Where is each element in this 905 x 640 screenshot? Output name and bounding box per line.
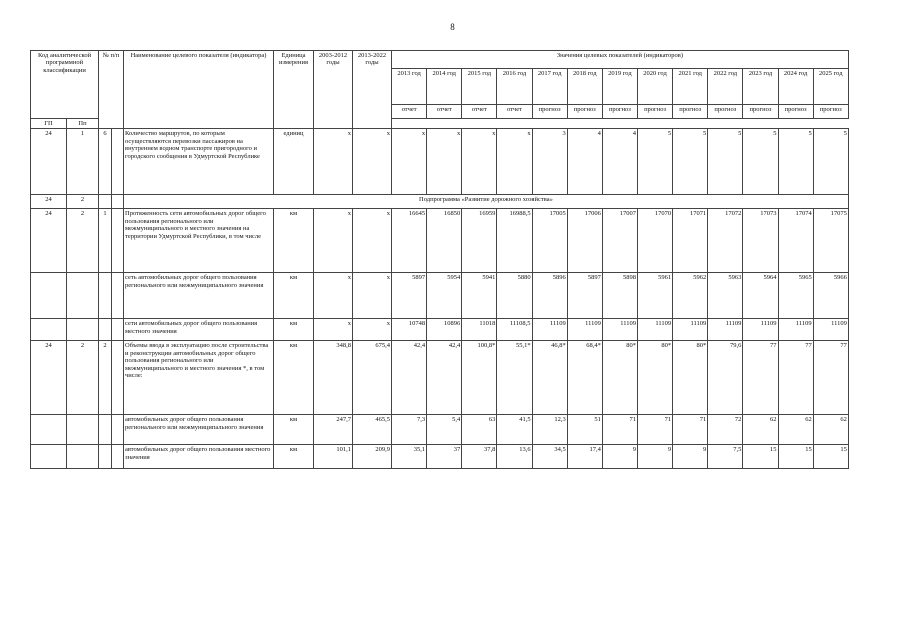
num2-cell xyxy=(112,415,124,445)
year-header: 2018 год xyxy=(567,69,602,105)
year-value: 71 xyxy=(637,415,672,445)
num2-cell xyxy=(112,319,124,341)
unit-header: Единица измерения xyxy=(274,51,314,129)
year-value: 5896 xyxy=(532,273,567,319)
year-value: 100,8* xyxy=(462,341,497,415)
year-type-header: прогноз xyxy=(708,105,743,119)
pp-header: Пп xyxy=(67,119,99,129)
indicator-name: Объемы ввода в эксплуатацию после строительства и реконструкции автомобильных дорог общего пользования регионального или межмуниципального и местного значения *, в том числе: xyxy=(124,341,274,415)
period2-value: х xyxy=(353,209,392,273)
year-value: 15 xyxy=(813,445,848,469)
num1-cell xyxy=(99,273,112,319)
year-value: 5 xyxy=(778,129,813,195)
year-value: 71 xyxy=(602,415,637,445)
year-header: 2013 год xyxy=(392,69,427,105)
unit-cell: км xyxy=(274,319,314,341)
pp-cell: 2 xyxy=(67,209,99,273)
year-value: 5880 xyxy=(497,273,532,319)
year-value: 5897 xyxy=(567,273,602,319)
year-value: 42,4 xyxy=(427,341,462,415)
unit-cell: км xyxy=(274,415,314,445)
year-value: 5961 xyxy=(637,273,672,319)
gp-header: ГП xyxy=(31,119,67,129)
year-value: 17072 xyxy=(708,209,743,273)
year-value: х xyxy=(427,129,462,195)
name-header: Наименование целевого показателя (индикатора) xyxy=(124,51,274,129)
year-value: х xyxy=(462,129,497,195)
values-group-header: Значения целевых показателей (индикаторов) xyxy=(392,51,849,69)
year-value: х xyxy=(392,129,427,195)
pp-cell: 2 xyxy=(67,195,99,209)
year-header: 2014 год xyxy=(427,69,462,105)
year-header: 2021 год xyxy=(673,69,708,105)
period2-value: х xyxy=(353,129,392,195)
pp-cell xyxy=(67,445,99,469)
num-header: № п/п xyxy=(99,51,124,129)
year-value: 80* xyxy=(637,341,672,415)
year-value: 11018 xyxy=(462,319,497,341)
year-value: 11109 xyxy=(813,319,848,341)
pp-cell: 1 xyxy=(67,129,99,195)
indicator-name: Протяженность сети автомобильных дорог общего пользования регионального или межмуниципального и местного значения на территории Удмуртской Республики, в том числе xyxy=(124,209,274,273)
year-value: 80* xyxy=(602,341,637,415)
year-value: 9 xyxy=(602,445,637,469)
period2-value: 209,9 xyxy=(353,445,392,469)
num2-cell xyxy=(112,445,124,469)
indicator-name: Количество маршрутов, по которым осуществляются перевозки пассажиров на внутреннем водном транспорте пригородного и городского сообщения в Удмуртской Республике xyxy=(124,129,274,195)
year-value: 5898 xyxy=(602,273,637,319)
year-header: 2016 год xyxy=(497,69,532,105)
num1-cell: 2 xyxy=(99,341,112,415)
year-value: 11108,5 xyxy=(497,319,532,341)
pp-cell: 2 xyxy=(67,341,99,415)
year-value: 5962 xyxy=(673,273,708,319)
year-value: 16850 xyxy=(427,209,462,273)
gp-cell: 24 xyxy=(31,195,67,209)
subprogram-row xyxy=(31,195,849,209)
year-header: 2023 год xyxy=(743,69,778,105)
year-value: 16988,5 xyxy=(497,209,532,273)
year-value: 77 xyxy=(813,341,848,415)
year-type-header: прогноз xyxy=(673,105,708,119)
pp-cell xyxy=(67,415,99,445)
year-value: 17,4 xyxy=(567,445,602,469)
year-value: 17074 xyxy=(778,209,813,273)
year-header: 2025 год xyxy=(813,69,848,105)
indicator-name: сеть автомобильных дорог общего пользования регионального или межмуниципального значения xyxy=(124,273,274,319)
indicator-table xyxy=(30,50,849,469)
year-value: 5,4 xyxy=(427,415,462,445)
num2-cell xyxy=(112,341,124,415)
unit-cell: единиц xyxy=(274,129,314,195)
year-value: 3 xyxy=(532,129,567,195)
year-value: 55,1* xyxy=(497,341,532,415)
year-header: 2020 год xyxy=(637,69,672,105)
year-type-header: прогноз xyxy=(813,105,848,119)
year-value: 5966 xyxy=(813,273,848,319)
gp-cell: 24 xyxy=(31,341,67,415)
year-value: 11109 xyxy=(673,319,708,341)
year-value: 5964 xyxy=(743,273,778,319)
unit-cell: км xyxy=(274,209,314,273)
year-value: 17070 xyxy=(637,209,672,273)
period1-value: 101,1 xyxy=(314,445,353,469)
num1-cell xyxy=(99,445,112,469)
indicator-name: сети автомобильных дорог общего пользования местного значения xyxy=(124,319,274,341)
num2-cell xyxy=(112,209,124,273)
indicator-name: автомобильных дорог общего пользования регионального или межмуниципального значения xyxy=(124,415,274,445)
year-value: 11109 xyxy=(778,319,813,341)
num2-cell xyxy=(112,195,124,209)
year-header: 2015 год xyxy=(462,69,497,105)
year-value: 5897 xyxy=(392,273,427,319)
year-value: 17071 xyxy=(673,209,708,273)
period1-header: 2003-2012 годы xyxy=(314,51,353,129)
num1-cell: 1 xyxy=(99,209,112,273)
table-row xyxy=(31,415,849,445)
year-value: 11109 xyxy=(567,319,602,341)
year-value: 41,5 xyxy=(497,415,532,445)
year-value: 34,5 xyxy=(532,445,567,469)
year-value: 5963 xyxy=(708,273,743,319)
year-value: 12,3 xyxy=(532,415,567,445)
year-value: 10896 xyxy=(427,319,462,341)
year-type-header: прогноз xyxy=(602,105,637,119)
year-value: 5 xyxy=(708,129,743,195)
period1-value: х xyxy=(314,209,353,273)
year-value: 11109 xyxy=(708,319,743,341)
year-type-header: отчет xyxy=(427,105,462,119)
year-value: 5954 xyxy=(427,273,462,319)
year-header: 2024 год xyxy=(778,69,813,105)
num1-cell: 6 xyxy=(99,129,112,195)
year-header: 2019 год xyxy=(602,69,637,105)
gp-cell xyxy=(31,415,67,445)
period1-value: 247,7 xyxy=(314,415,353,445)
year-value: 5941 xyxy=(462,273,497,319)
year-value: х xyxy=(497,129,532,195)
year-value: 17075 xyxy=(813,209,848,273)
year-value: 72 xyxy=(708,415,743,445)
year-value: 11109 xyxy=(602,319,637,341)
year-value: 7,3 xyxy=(392,415,427,445)
gp-cell xyxy=(31,273,67,319)
table-row xyxy=(31,209,849,273)
indicator-name: автомобильных дорог общего пользования местного значения xyxy=(124,445,274,469)
pp-cell xyxy=(67,273,99,319)
period1-value: х xyxy=(314,273,353,319)
period2-value: х xyxy=(353,319,392,341)
year-value: 77 xyxy=(778,341,813,415)
year-value: 5 xyxy=(743,129,778,195)
year-value: 17073 xyxy=(743,209,778,273)
period1-value: х xyxy=(314,129,353,195)
year-value: 4 xyxy=(567,129,602,195)
year-value: 15 xyxy=(778,445,813,469)
year-value: 9 xyxy=(637,445,672,469)
year-value: 9 xyxy=(673,445,708,469)
year-value: 16645 xyxy=(392,209,427,273)
year-type-header: отчет xyxy=(392,105,427,119)
year-type-header: прогноз xyxy=(637,105,672,119)
gp-cell: 24 xyxy=(31,129,67,195)
year-value: 17006 xyxy=(567,209,602,273)
year-value: 80* xyxy=(673,341,708,415)
year-value: 4 xyxy=(602,129,637,195)
year-type-header: прогноз xyxy=(532,105,567,119)
gp-cell xyxy=(31,319,67,341)
year-value: 63 xyxy=(462,415,497,445)
year-value: 11109 xyxy=(743,319,778,341)
year-value: 37 xyxy=(427,445,462,469)
year-value: 16959 xyxy=(462,209,497,273)
pp-cell xyxy=(67,319,99,341)
year-value: 77 xyxy=(743,341,778,415)
year-value: 13,6 xyxy=(497,445,532,469)
year-value: 71 xyxy=(673,415,708,445)
year-type-header: прогноз xyxy=(743,105,778,119)
year-value: 5965 xyxy=(778,273,813,319)
unit-cell: км xyxy=(274,445,314,469)
unit-cell: км xyxy=(274,273,314,319)
year-value: 62 xyxy=(813,415,848,445)
code-header: Код аналитической программной классификации xyxy=(31,51,99,119)
period2-header: 2013-2022 годы xyxy=(353,51,392,129)
period1-value: 348,8 xyxy=(314,341,353,415)
table-row xyxy=(31,341,849,415)
num2-cell xyxy=(112,273,124,319)
year-value: 62 xyxy=(743,415,778,445)
period2-value: х xyxy=(353,273,392,319)
year-type-header: прогноз xyxy=(567,105,602,119)
period1-value: х xyxy=(314,319,353,341)
year-value: 7,5 xyxy=(708,445,743,469)
year-value: 17007 xyxy=(602,209,637,273)
table-row xyxy=(31,445,849,469)
year-type-header: отчет xyxy=(462,105,497,119)
year-type-header: прогноз xyxy=(778,105,813,119)
table-row xyxy=(31,273,849,319)
period2-value: 675,4 xyxy=(353,341,392,415)
year-value: 51 xyxy=(567,415,602,445)
year-value: 79,6 xyxy=(708,341,743,415)
year-value: 10748 xyxy=(392,319,427,341)
year-value: 68,4* xyxy=(567,341,602,415)
year-value: 15 xyxy=(743,445,778,469)
num1-cell xyxy=(99,195,112,209)
year-value: 11109 xyxy=(637,319,672,341)
gp-cell: 24 xyxy=(31,209,67,273)
subprogram-title: Подпрограмма «Развитие дорожного хозяйства» xyxy=(124,195,849,209)
year-header: 2022 год xyxy=(708,69,743,105)
year-value: 35,1 xyxy=(392,445,427,469)
table-row xyxy=(31,319,849,341)
unit-cell: км xyxy=(274,341,314,415)
year-value: 42,4 xyxy=(392,341,427,415)
num1-cell xyxy=(99,415,112,445)
year-value: 62 xyxy=(778,415,813,445)
year-value: 17005 xyxy=(532,209,567,273)
page-number: 8 xyxy=(450,22,455,32)
year-value: 5 xyxy=(637,129,672,195)
num1-cell xyxy=(99,319,112,341)
year-value: 46,8* xyxy=(532,341,567,415)
period2-value: 465,5 xyxy=(353,415,392,445)
year-type-header: отчет xyxy=(497,105,532,119)
num2-cell xyxy=(112,129,124,195)
year-value: 5 xyxy=(813,129,848,195)
year-value: 37,8 xyxy=(462,445,497,469)
year-value: 5 xyxy=(673,129,708,195)
year-value: 11109 xyxy=(532,319,567,341)
table-row xyxy=(31,129,849,195)
gp-cell xyxy=(31,445,67,469)
year-header: 2017 год xyxy=(532,69,567,105)
